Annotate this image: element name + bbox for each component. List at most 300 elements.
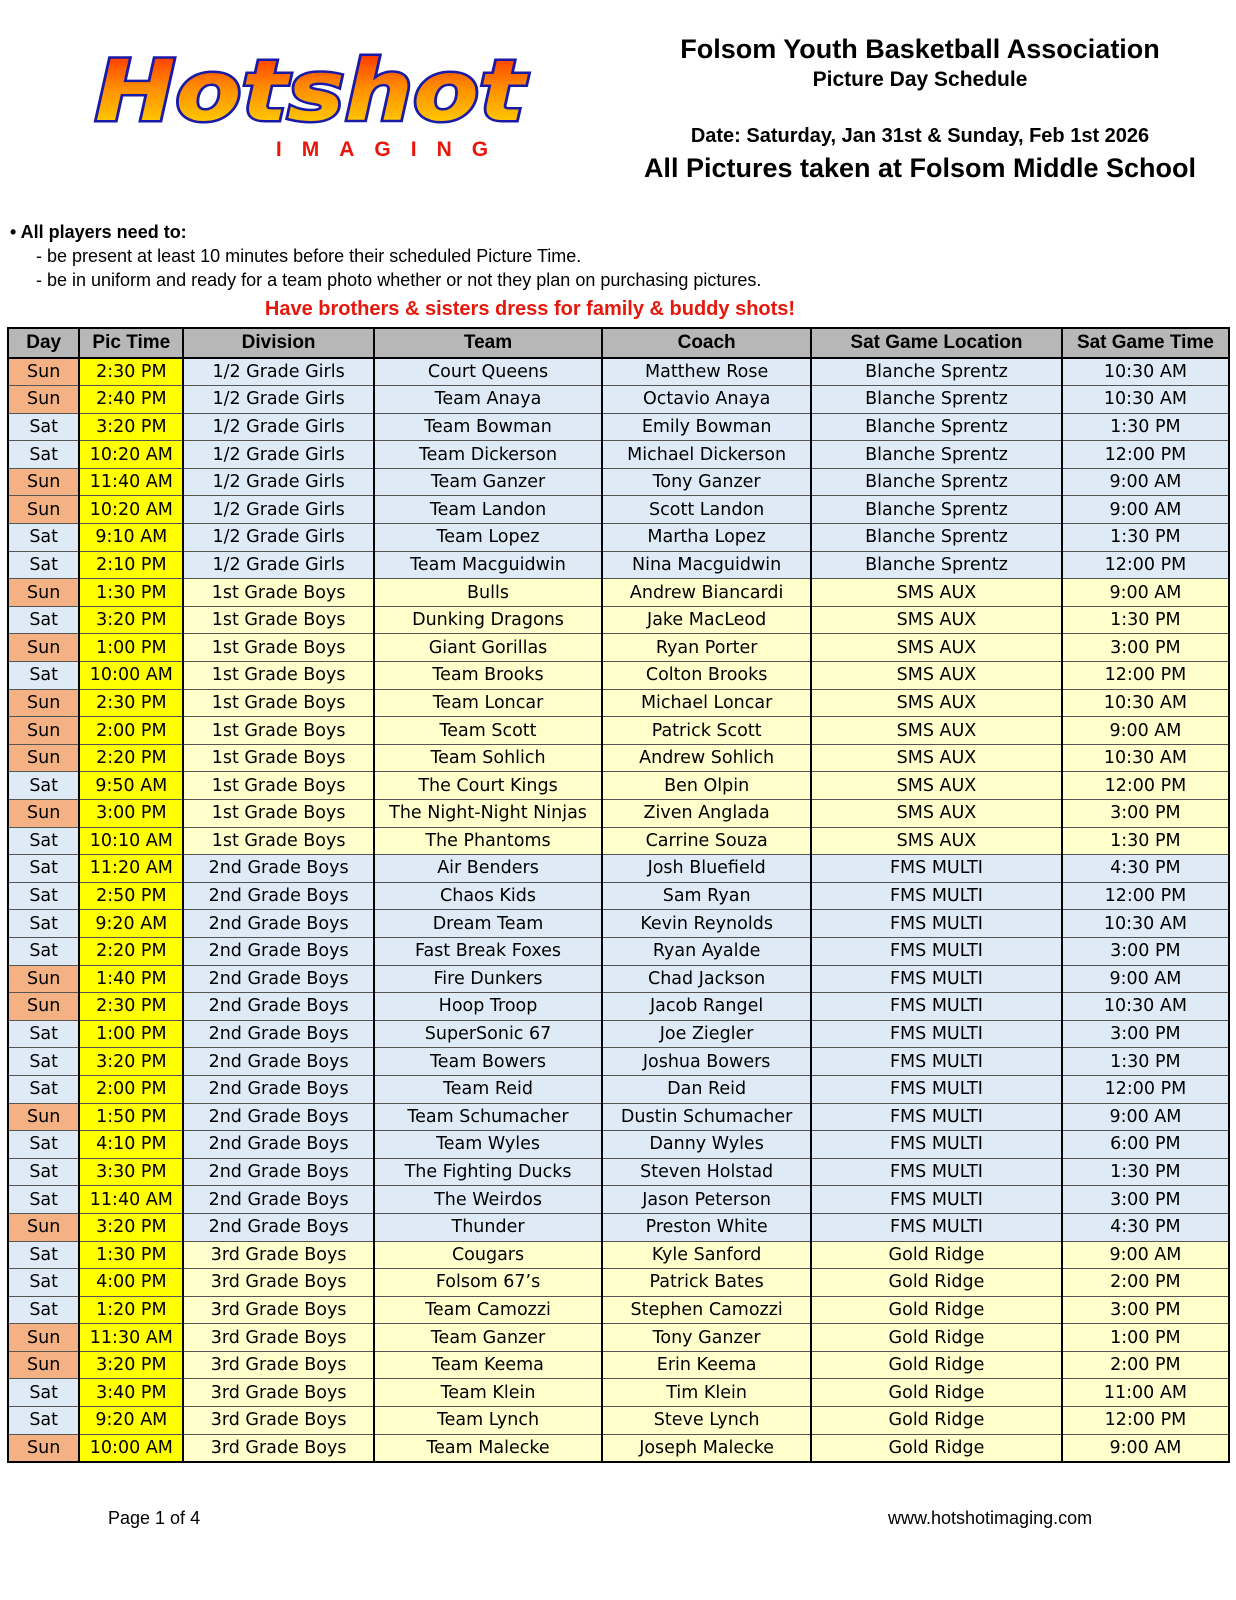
division-cell: 1/2 Grade Girls <box>183 413 374 441</box>
day-cell: Sat <box>8 910 79 938</box>
division-cell: 1st Grade Boys <box>183 662 374 690</box>
coach-cell: Kevin Reynolds <box>602 910 811 938</box>
team-cell: Team Lopez <box>374 524 602 552</box>
day-cell: Sat <box>8 1048 79 1076</box>
team-cell: The Court Kings <box>374 772 602 800</box>
game-time-cell: 10:30 AM <box>1062 386 1229 414</box>
table-row <box>8 689 1229 717</box>
location-cell: Gold Ridge <box>811 1407 1062 1435</box>
table-row <box>8 441 1229 469</box>
coach-cell: Tony Ganzer <box>602 468 811 496</box>
pic-time-cell: 11:20 AM <box>79 855 183 883</box>
column-header: Day <box>8 328 79 358</box>
player-notes <box>10 220 761 292</box>
coach-cell: Scott Landon <box>602 496 811 524</box>
pic-time-cell: 2:20 PM <box>79 744 183 772</box>
table-row <box>8 1075 1229 1103</box>
day-cell: Sun <box>8 634 79 662</box>
location-cell: FMS MULTI <box>811 855 1062 883</box>
coach-cell: Danny Wyles <box>602 1131 811 1159</box>
table-row <box>8 1407 1229 1435</box>
team-cell: The Phantoms <box>374 827 602 855</box>
coach-cell: Jacob Rangel <box>602 993 811 1021</box>
day-cell: Sun <box>8 965 79 993</box>
table-row <box>8 855 1229 883</box>
location-cell: Gold Ridge <box>811 1351 1062 1379</box>
coach-cell: Joe Ziegler <box>602 1020 811 1048</box>
division-cell: 1/2 Grade Girls <box>183 441 374 469</box>
pic-time-cell: 4:10 PM <box>79 1131 183 1159</box>
pic-time-cell: 3:30 PM <box>79 1158 183 1186</box>
day-cell: Sat <box>8 1241 79 1269</box>
logo-wordmark: Hotshot <box>95 46 529 140</box>
day-cell: Sun <box>8 468 79 496</box>
page-number: Page 1 of 4 <box>108 1508 201 1528</box>
location-cell: Gold Ridge <box>811 1434 1062 1462</box>
pic-time-cell: 10:20 AM <box>79 496 183 524</box>
game-time-cell: 3:00 PM <box>1062 1186 1229 1214</box>
division-cell: 1/2 Grade Girls <box>183 524 374 552</box>
coach-cell: Sam Ryan <box>602 882 811 910</box>
location-cell: SMS AUX <box>811 689 1062 717</box>
location-cell: SMS AUX <box>811 662 1062 690</box>
coach-cell: Octavio Anaya <box>602 386 811 414</box>
location-cell: Blanche Sprentz <box>811 358 1062 386</box>
division-cell: 2nd Grade Boys <box>183 1103 374 1131</box>
pic-time-cell: 2:40 PM <box>79 386 183 414</box>
pic-time-cell: 9:50 AM <box>79 772 183 800</box>
table-row <box>8 496 1229 524</box>
game-time-cell: 12:00 PM <box>1062 1075 1229 1103</box>
pic-time-cell: 3:20 PM <box>79 1213 183 1241</box>
location-cell: FMS MULTI <box>811 910 1062 938</box>
pic-time-cell: 9:20 AM <box>79 1407 183 1435</box>
coach-cell: Nina Macguidwin <box>602 551 811 579</box>
team-cell: The Fighting Ducks <box>374 1158 602 1186</box>
pic-time-cell: 3:20 PM <box>79 606 183 634</box>
coach-cell: Andrew Sohlich <box>602 744 811 772</box>
coach-cell: Jason Peterson <box>602 1186 811 1214</box>
coach-cell: Ryan Ayalde <box>602 937 811 965</box>
game-time-cell: 10:30 AM <box>1062 744 1229 772</box>
coach-cell: Stephen Camozzi <box>602 1296 811 1324</box>
day-cell: Sun <box>8 800 79 828</box>
coach-cell: Josh Bluefield <box>602 855 811 883</box>
org-title: Folsom Youth Basketball Association <box>680 34 1160 64</box>
team-cell: Team Anaya <box>374 386 602 414</box>
hotshot-imaging-logo <box>86 46 546 166</box>
location-cell: Blanche Sprentz <box>811 413 1062 441</box>
location-cell: SMS AUX <box>811 800 1062 828</box>
division-cell: 1/2 Grade Girls <box>183 386 374 414</box>
day-cell: Sat <box>8 1379 79 1407</box>
location-cell: FMS MULTI <box>811 993 1062 1021</box>
pic-time-cell: 2:30 PM <box>79 993 183 1021</box>
division-cell: 1st Grade Boys <box>183 606 374 634</box>
day-cell: Sun <box>8 1324 79 1352</box>
pic-time-cell: 3:20 PM <box>79 413 183 441</box>
game-time-cell: 10:30 AM <box>1062 993 1229 1021</box>
day-cell: Sun <box>8 496 79 524</box>
division-cell: 2nd Grade Boys <box>183 1020 374 1048</box>
day-cell: Sun <box>8 689 79 717</box>
team-cell: Team Keema <box>374 1351 602 1379</box>
team-cell: Team Scott <box>374 717 602 745</box>
pic-time-cell: 3:20 PM <box>79 1351 183 1379</box>
coach-cell: Ziven Anglada <box>602 800 811 828</box>
division-cell: 3rd Grade Boys <box>183 1269 374 1297</box>
location-cell: FMS MULTI <box>811 1020 1062 1048</box>
pic-time-cell: 1:00 PM <box>79 634 183 662</box>
coach-cell: Jake MacLeod <box>602 606 811 634</box>
team-cell: Team Reid <box>374 1075 602 1103</box>
pic-time-cell: 11:30 AM <box>79 1324 183 1352</box>
column-header: Sat Game Location <box>811 328 1062 358</box>
day-cell: Sun <box>8 1103 79 1131</box>
division-cell: 1st Grade Boys <box>183 744 374 772</box>
coach-cell: Martha Lopez <box>602 524 811 552</box>
table-row <box>8 1434 1229 1462</box>
logo-subtext: IMAGING <box>275 138 509 161</box>
table-row <box>8 827 1229 855</box>
table-row <box>8 772 1229 800</box>
pic-time-cell: 2:00 PM <box>79 717 183 745</box>
table-row <box>8 1020 1229 1048</box>
location-cell: Blanche Sprentz <box>811 441 1062 469</box>
game-time-cell: 10:30 AM <box>1062 910 1229 938</box>
table-row <box>8 1131 1229 1159</box>
coach-cell: Patrick Scott <box>602 717 811 745</box>
table-row <box>8 606 1229 634</box>
table-row <box>8 468 1229 496</box>
team-cell: Team Wyles <box>374 1131 602 1159</box>
team-cell: Team Lynch <box>374 1407 602 1435</box>
location-cell: Gold Ridge <box>811 1324 1062 1352</box>
pic-time-cell: 10:00 AM <box>79 1434 183 1462</box>
game-time-cell: 2:00 PM <box>1062 1269 1229 1297</box>
team-cell: The Night-Night Ninjas <box>374 800 602 828</box>
team-cell: Fast Break Foxes <box>374 937 602 965</box>
pic-time-cell: 2:10 PM <box>79 551 183 579</box>
division-cell: 2nd Grade Boys <box>183 855 374 883</box>
location-cell: SMS AUX <box>811 744 1062 772</box>
table-row <box>8 551 1229 579</box>
coach-cell: Joshua Bowers <box>602 1048 811 1076</box>
pic-time-cell: 3:00 PM <box>79 800 183 828</box>
day-cell: Sat <box>8 937 79 965</box>
event-date: Date: Saturday, Jan 31st & Sunday, Feb 1st 2026 <box>690 125 1150 147</box>
division-cell: 2nd Grade Boys <box>183 993 374 1021</box>
day-cell: Sat <box>8 662 79 690</box>
location-cell: Blanche Sprentz <box>811 386 1062 414</box>
division-cell: 2nd Grade Boys <box>183 1213 374 1241</box>
division-cell: 1/2 Grade Girls <box>183 496 374 524</box>
team-cell: Team Brooks <box>374 662 602 690</box>
division-cell: 1st Grade Boys <box>183 634 374 662</box>
team-cell: Thunder <box>374 1213 602 1241</box>
division-cell: 1/2 Grade Girls <box>183 468 374 496</box>
game-time-cell: 3:00 PM <box>1062 1020 1229 1048</box>
pic-time-cell: 9:20 AM <box>79 910 183 938</box>
pic-time-cell: 1:00 PM <box>79 1020 183 1048</box>
location-cell: Blanche Sprentz <box>811 551 1062 579</box>
team-cell: Folsom 67’s <box>374 1269 602 1297</box>
day-cell: Sat <box>8 606 79 634</box>
table-row <box>8 910 1229 938</box>
day-cell: Sat <box>8 1075 79 1103</box>
game-time-cell: 9:00 AM <box>1062 496 1229 524</box>
division-cell: 3rd Grade Boys <box>183 1324 374 1352</box>
team-cell: Giant Gorillas <box>374 634 602 662</box>
team-cell: Team Bowman <box>374 413 602 441</box>
table-row <box>8 1324 1229 1352</box>
column-header: Division <box>183 328 374 358</box>
location-cell: FMS MULTI <box>811 1213 1062 1241</box>
pic-time-cell: 2:20 PM <box>79 937 183 965</box>
table-row <box>8 524 1229 552</box>
team-cell: Team Macguidwin <box>374 551 602 579</box>
coach-cell: Steven Holstad <box>602 1158 811 1186</box>
table-row <box>8 800 1229 828</box>
team-cell: Team Ganzer <box>374 468 602 496</box>
coach-cell: Dustin Schumacher <box>602 1103 811 1131</box>
location-cell: FMS MULTI <box>811 1131 1062 1159</box>
column-header: Sat Game Time <box>1062 328 1229 358</box>
day-cell: Sun <box>8 1351 79 1379</box>
table-row <box>8 386 1229 414</box>
day-cell: Sun <box>8 386 79 414</box>
table-row <box>8 1048 1229 1076</box>
table-row <box>8 744 1229 772</box>
team-cell: Team Schumacher <box>374 1103 602 1131</box>
team-cell: Team Ganzer <box>374 1324 602 1352</box>
table-header-row <box>8 328 1229 358</box>
location-cell: Gold Ridge <box>811 1269 1062 1297</box>
pic-time-cell: 10:00 AM <box>79 662 183 690</box>
game-time-cell: 9:00 AM <box>1062 1103 1229 1131</box>
game-time-cell: 4:30 PM <box>1062 1213 1229 1241</box>
game-time-cell: 1:30 PM <box>1062 413 1229 441</box>
coach-cell: Michael Dickerson <box>602 441 811 469</box>
pic-time-cell: 2:50 PM <box>79 882 183 910</box>
team-cell: Team Dickerson <box>374 441 602 469</box>
location-cell: FMS MULTI <box>811 1158 1062 1186</box>
team-cell: Fire Dunkers <box>374 965 602 993</box>
location-cell: Gold Ridge <box>811 1296 1062 1324</box>
division-cell: 2nd Grade Boys <box>183 910 374 938</box>
game-time-cell: 12:00 PM <box>1062 662 1229 690</box>
day-cell: Sat <box>8 1131 79 1159</box>
day-cell: Sat <box>8 441 79 469</box>
day-cell: Sat <box>8 524 79 552</box>
division-cell: 2nd Grade Boys <box>183 965 374 993</box>
pic-time-cell: 9:10 AM <box>79 524 183 552</box>
division-cell: 2nd Grade Boys <box>183 1186 374 1214</box>
division-cell: 3rd Grade Boys <box>183 1379 374 1407</box>
coach-cell: Carrine Souza <box>602 827 811 855</box>
coach-cell: Joseph Malecke <box>602 1434 811 1462</box>
pic-time-cell: 3:40 PM <box>79 1379 183 1407</box>
location-cell: FMS MULTI <box>811 1186 1062 1214</box>
location-cell: SMS AUX <box>811 606 1062 634</box>
pic-time-cell: 1:40 PM <box>79 965 183 993</box>
location-cell: SMS AUX <box>811 579 1062 607</box>
team-cell: The Weirdos <box>374 1186 602 1214</box>
table-row <box>8 662 1229 690</box>
location-cell: FMS MULTI <box>811 1103 1062 1131</box>
coach-cell: Ben Olpin <box>602 772 811 800</box>
pic-time-cell: 10:10 AM <box>79 827 183 855</box>
day-cell: Sat <box>8 1269 79 1297</box>
coach-cell: Kyle Sanford <box>602 1241 811 1269</box>
table-row <box>8 1379 1229 1407</box>
logo-graphic <box>86 46 546 166</box>
day-cell: Sat <box>8 855 79 883</box>
day-cell: Sat <box>8 1407 79 1435</box>
day-cell: Sat <box>8 1020 79 1048</box>
day-cell: Sun <box>8 744 79 772</box>
game-time-cell: 3:00 PM <box>1062 937 1229 965</box>
day-cell: Sat <box>8 413 79 441</box>
day-cell: Sun <box>8 1213 79 1241</box>
coach-cell: Erin Keema <box>602 1351 811 1379</box>
division-cell: 3rd Grade Boys <box>183 1241 374 1269</box>
location-cell: Blanche Sprentz <box>811 524 1062 552</box>
division-cell: 1st Grade Boys <box>183 827 374 855</box>
coach-cell: Andrew Biancardi <box>602 579 811 607</box>
pic-time-cell: 1:30 PM <box>79 1241 183 1269</box>
table-row <box>8 1269 1229 1297</box>
game-time-cell: 3:00 PM <box>1062 634 1229 662</box>
division-cell: 1st Grade Boys <box>183 717 374 745</box>
table-row <box>8 937 1229 965</box>
game-time-cell: 3:00 PM <box>1062 800 1229 828</box>
day-cell: Sat <box>8 827 79 855</box>
game-time-cell: 9:00 AM <box>1062 965 1229 993</box>
day-cell: Sun <box>8 1434 79 1462</box>
table-row <box>8 1296 1229 1324</box>
team-cell: Dunking Dragons <box>374 606 602 634</box>
day-cell: Sun <box>8 358 79 386</box>
team-cell: Team Klein <box>374 1379 602 1407</box>
team-cell: Hoop Troop <box>374 993 602 1021</box>
game-time-cell: 1:30 PM <box>1062 1048 1229 1076</box>
team-cell: Team Landon <box>374 496 602 524</box>
pic-time-cell: 11:40 AM <box>79 1186 183 1214</box>
table-row <box>8 413 1229 441</box>
table-row <box>8 993 1229 1021</box>
game-time-cell: 12:00 PM <box>1062 551 1229 579</box>
team-cell: Team Camozzi <box>374 1296 602 1324</box>
day-cell: Sat <box>8 1296 79 1324</box>
table-row <box>8 1241 1229 1269</box>
division-cell: 2nd Grade Boys <box>183 1158 374 1186</box>
division-cell: 1/2 Grade Girls <box>183 358 374 386</box>
game-time-cell: 9:00 AM <box>1062 1434 1229 1462</box>
website-url: www.hotshotimaging.com <box>888 1508 1093 1528</box>
game-time-cell: 4:30 PM <box>1062 855 1229 883</box>
table-row <box>8 634 1229 662</box>
pic-time-cell: 1:50 PM <box>79 1103 183 1131</box>
location-cell: Gold Ridge <box>811 1241 1062 1269</box>
game-time-cell: 12:00 PM <box>1062 441 1229 469</box>
game-time-cell: 9:00 AM <box>1062 579 1229 607</box>
game-time-cell: 3:00 PM <box>1062 1296 1229 1324</box>
game-time-cell: 9:00 AM <box>1062 717 1229 745</box>
day-cell: Sun <box>8 579 79 607</box>
table-row <box>8 1103 1229 1131</box>
schedule-table <box>7 327 1230 1463</box>
team-cell: Team Sohlich <box>374 744 602 772</box>
division-cell: 2nd Grade Boys <box>183 1075 374 1103</box>
location-cell: FMS MULTI <box>811 1075 1062 1103</box>
division-cell: 2nd Grade Boys <box>183 882 374 910</box>
table-row <box>8 1158 1229 1186</box>
game-time-cell: 11:00 AM <box>1062 1379 1229 1407</box>
game-time-cell: 12:00 PM <box>1062 882 1229 910</box>
division-cell: 1st Grade Boys <box>183 689 374 717</box>
game-time-cell: 6:00 PM <box>1062 1131 1229 1159</box>
coach-cell: Chad Jackson <box>602 965 811 993</box>
event-location: All Pictures taken at Folsom Middle School <box>643 153 1197 183</box>
coach-cell: Preston White <box>602 1213 811 1241</box>
game-time-cell: 1:30 PM <box>1062 1158 1229 1186</box>
location-cell: Blanche Sprentz <box>811 468 1062 496</box>
location-cell: SMS AUX <box>811 634 1062 662</box>
pic-time-cell: 2:30 PM <box>79 689 183 717</box>
team-cell: Court Queens <box>374 358 602 386</box>
division-cell: 2nd Grade Boys <box>183 937 374 965</box>
game-time-cell: 9:00 AM <box>1062 468 1229 496</box>
game-time-cell: 1:00 PM <box>1062 1324 1229 1352</box>
coach-cell: Michael Loncar <box>602 689 811 717</box>
location-cell: FMS MULTI <box>811 1048 1062 1076</box>
schedule-body <box>8 358 1229 1462</box>
division-cell: 2nd Grade Boys <box>183 1048 374 1076</box>
game-time-cell: 1:30 PM <box>1062 606 1229 634</box>
table-row <box>8 717 1229 745</box>
coach-cell: Ryan Porter <box>602 634 811 662</box>
coach-cell: Colton Brooks <box>602 662 811 690</box>
game-time-cell: 10:30 AM <box>1062 689 1229 717</box>
game-time-cell: 12:00 PM <box>1062 1407 1229 1435</box>
note-item: - be present at least 10 minutes before their scheduled Picture Time. <box>36 246 582 266</box>
table-row <box>8 358 1229 386</box>
table-row <box>8 579 1229 607</box>
division-cell: 1st Grade Boys <box>183 579 374 607</box>
location-cell: FMS MULTI <box>811 965 1062 993</box>
pic-time-cell: 1:20 PM <box>79 1296 183 1324</box>
coach-cell: Tim Klein <box>602 1379 811 1407</box>
location-cell: Gold Ridge <box>811 1379 1062 1407</box>
division-cell: 3rd Grade Boys <box>183 1434 374 1462</box>
column-header: Coach <box>602 328 811 358</box>
notes-lead: • All players need to: <box>10 222 187 242</box>
location-cell: SMS AUX <box>811 827 1062 855</box>
coach-cell: Matthew Rose <box>602 358 811 386</box>
schedule-subtitle: Picture Day Schedule <box>812 68 1028 91</box>
coach-cell: Emily Bowman <box>602 413 811 441</box>
table-row <box>8 1186 1229 1214</box>
table-row <box>8 965 1229 993</box>
division-cell: 3rd Grade Boys <box>183 1407 374 1435</box>
column-header: Pic Time <box>79 328 183 358</box>
team-cell: SuperSonic 67 <box>374 1020 602 1048</box>
coach-cell: Patrick Bates <box>602 1269 811 1297</box>
coach-cell: Dan Reid <box>602 1075 811 1103</box>
table-row <box>8 1213 1229 1241</box>
division-cell: 1st Grade Boys <box>183 772 374 800</box>
